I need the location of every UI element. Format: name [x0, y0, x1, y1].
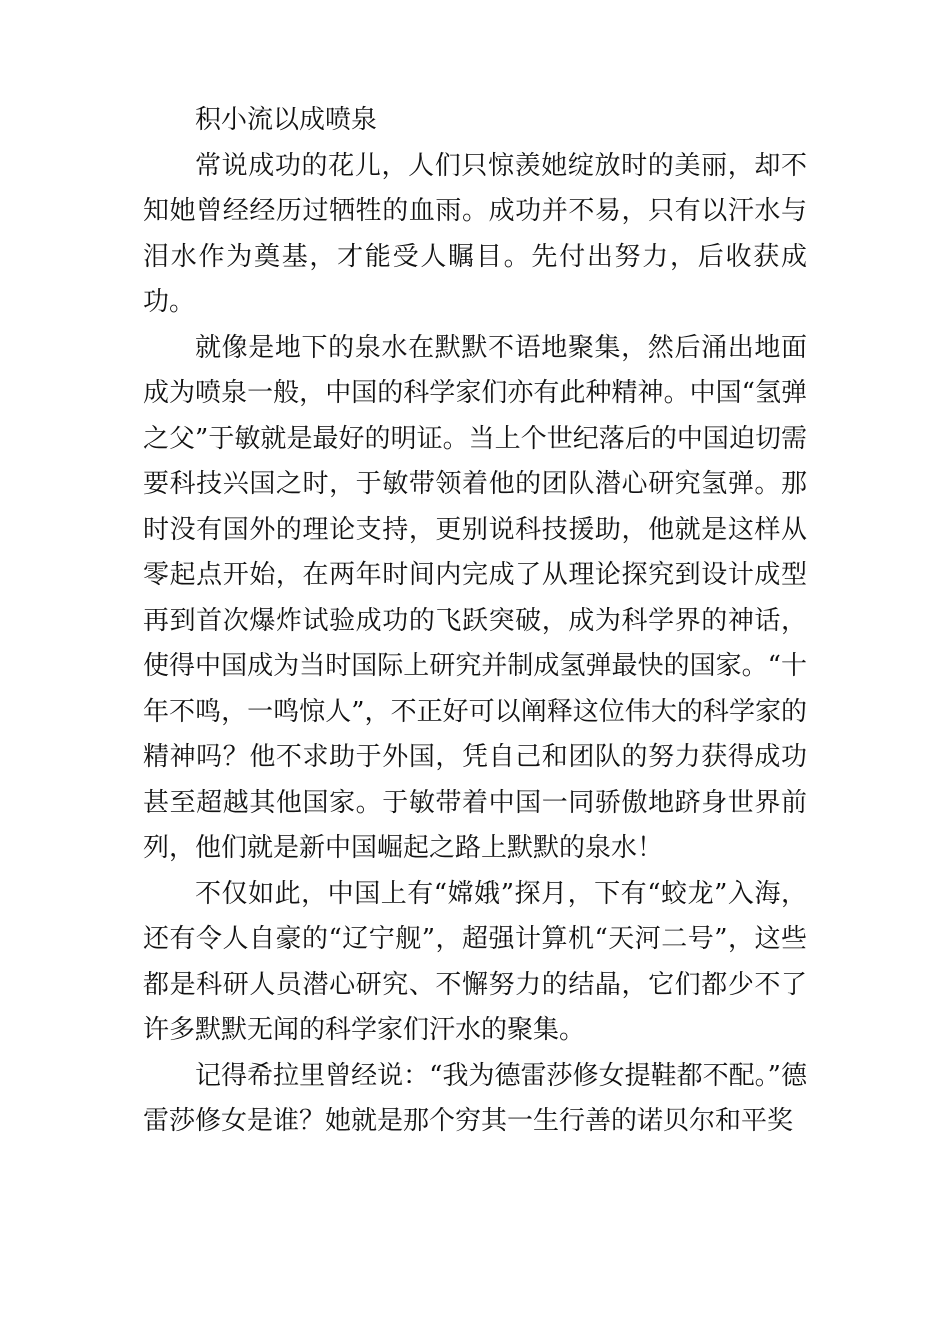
document-body: [143, 98, 807, 1145]
paragraph: 常说成功的花儿，人们只惊羡她绽放时的美丽，却不知她曾经经历过牺牲的血雨。成功并不易，只有以汗水与泪水作为奠基，才能受人瞩目。先付出努力，后收获成功。: [143, 150, 807, 317]
paragraph: 不仅如此，中国上有“嫦娥”探月，下有“蛟龙”入海，还有令人自豪的“辽宁舰”，超强计算机“天河二号”，这些都是科研人员潜心研究、不懈努力的结晶，它们都少不了许多默默无闻的科学家们汗水的聚集。: [143, 878, 807, 1045]
paragraph: 记得希拉里曾经说：“我为德雷莎修女提鞋都不配。”德雷莎修女是谁？她就是那个穷其一生行善的诺贝尔和平奖: [143, 1060, 807, 1136]
paragraph: 就像是地下的泉水在默默不语地聚集，然后涌出地面成为喷泉一般，中国的科学家们亦有此种精神。中国“氢弹之父”于敏就是最好的明证。当上个世纪落后的中国迫切需要科技兴国之时，于敏带领着他的团队潜心研究氢弹。那时没有国外的理论支持，更别说科技援助，他就是这样从零起点开始，在两年时间内完成了从理论探究到设计成型再到首次爆炸试验成功的飞跃突破，成为科学界的神话，使得中国成为当时国际上研究并制成氢弹最快的国家。“十年不鸣，一鸣惊人”，不正好可以阐释这位伟大的科学家的精神吗？他不求助于外国，凭自己和团队的努力获得成功甚至超越其他国家。于敏带着中国一同骄傲地跻身世界前列，他们就是新中国崛起之路上默默的泉水！: [143, 332, 807, 863]
document-title: 积小流以成喷泉: [195, 105, 378, 135]
